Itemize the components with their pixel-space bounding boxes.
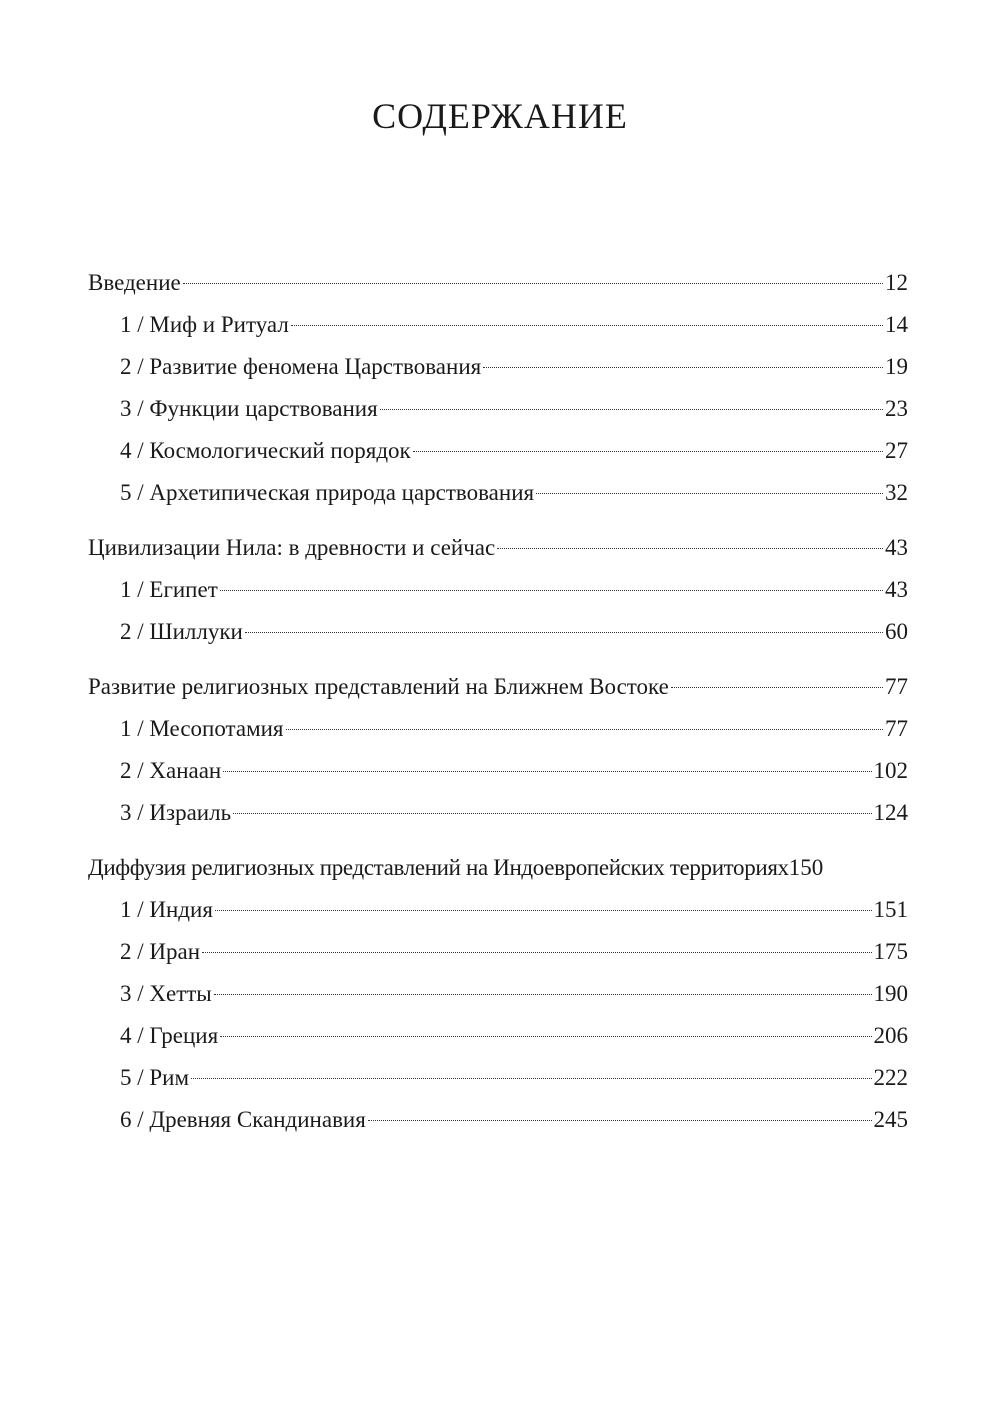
toc-section-introduction <box>88 262 908 514</box>
toc-page-number: 27 <box>885 438 908 463</box>
toc-item-label: 1 / Месопотамия <box>120 716 284 741</box>
toc-page-number: 175 <box>873 939 908 964</box>
dot-leader <box>536 492 883 494</box>
toc-item[interactable] <box>88 792 908 834</box>
dot-leader <box>191 1077 871 1079</box>
dot-leader <box>380 408 883 410</box>
toc-item[interactable] <box>88 1057 908 1099</box>
toc-item[interactable] <box>88 1015 908 1057</box>
dot-leader <box>483 366 883 368</box>
toc-page-number: 190 <box>873 981 908 1006</box>
toc-heading-label: Диффузия религиозных представлений на Индоевропейских территориях <box>88 855 789 880</box>
dot-leader <box>245 631 883 633</box>
toc-item-label: 3 / Хетты <box>120 981 212 1006</box>
dot-leader <box>233 812 871 814</box>
toc-heading[interactable] <box>88 847 908 889</box>
toc-item[interactable] <box>88 304 908 346</box>
toc-heading-label: Введение <box>88 270 181 295</box>
dot-leader <box>215 909 872 911</box>
toc-page-number: 43 <box>885 535 908 560</box>
toc-page-number: 19 <box>885 354 908 379</box>
toc-heading[interactable] <box>88 262 908 304</box>
toc-item-label: 4 / Космологический порядок <box>120 438 411 463</box>
toc-section-nile <box>88 527 908 653</box>
toc-page-number: 77 <box>885 716 908 741</box>
dot-leader <box>223 770 871 772</box>
toc-page-number: 77 <box>885 674 908 699</box>
dot-leader <box>202 951 871 953</box>
toc-item-label: 2 / Развитие феномена Царствования <box>120 354 482 379</box>
toc-page-number: 60 <box>885 619 908 644</box>
toc-page-number: 32 <box>885 480 908 505</box>
dot-leader <box>286 728 883 730</box>
toc-item-label: 1 / Миф и Ритуал <box>120 312 289 337</box>
toc-page-number: 151 <box>873 897 908 922</box>
toc-item-label: 4 / Греция <box>120 1023 219 1048</box>
dot-leader <box>368 1119 872 1121</box>
toc-page-number: 12 <box>885 270 908 295</box>
toc-item-label: 2 / Иран <box>120 939 201 964</box>
toc-item[interactable] <box>88 388 908 430</box>
toc-section-near-east <box>88 666 908 834</box>
toc-heading-label: Развитие религиозных представлений на Ближнем Востоке <box>88 674 669 699</box>
page-title: СОДЕРЖАНИЕ <box>372 96 628 136</box>
toc-item[interactable] <box>88 430 908 472</box>
toc-item[interactable] <box>88 750 908 792</box>
dot-leader <box>220 589 883 591</box>
toc-item[interactable] <box>88 1099 908 1141</box>
toc-item-label: 5 / Рим <box>120 1065 190 1090</box>
toc-item-label: 1 / Индия <box>120 897 213 922</box>
toc-page-number: 14 <box>885 312 908 337</box>
toc-item-label: 1 / Египет <box>120 577 218 602</box>
toc-item[interactable] <box>88 611 908 653</box>
toc-page-number: 150 <box>788 855 824 880</box>
toc-item-label: 6 / Древняя Скандинавия <box>120 1107 366 1132</box>
toc-page-number: 102 <box>873 758 908 783</box>
dot-leader <box>214 993 872 995</box>
toc-item-label: 2 / Ханаан <box>120 758 222 783</box>
table-of-contents <box>88 262 908 1154</box>
toc-item[interactable] <box>88 889 908 931</box>
dot-leader <box>497 547 883 549</box>
dot-leader <box>183 282 883 284</box>
toc-item[interactable] <box>88 708 908 750</box>
toc-item-label: 2 / Шиллуки <box>120 619 243 644</box>
toc-heading[interactable] <box>88 527 908 569</box>
toc-item[interactable] <box>88 472 908 514</box>
dot-leader <box>671 686 883 688</box>
toc-item-label: 5 / Архетипическая природа царствования <box>120 480 535 505</box>
toc-section-indo-european <box>88 847 908 1141</box>
toc-page-number: 222 <box>873 1065 908 1090</box>
toc-item[interactable] <box>88 973 908 1015</box>
dot-leader <box>291 324 883 326</box>
toc-page-number: 245 <box>873 1107 908 1132</box>
toc-item-label: 3 / Функции царствования <box>120 396 378 421</box>
toc-page-number: 23 <box>885 396 908 421</box>
dot-leader <box>413 450 883 452</box>
toc-item[interactable] <box>88 346 908 388</box>
toc-page-number: 43 <box>885 577 908 602</box>
toc-page-number: 124 <box>873 800 908 825</box>
toc-item[interactable] <box>88 569 908 611</box>
toc-item[interactable] <box>88 931 908 973</box>
toc-heading-label: Цивилизации Нила: в древности и сейчас <box>88 535 496 560</box>
dot-leader <box>220 1035 871 1037</box>
toc-heading[interactable] <box>88 666 908 708</box>
toc-page-number: 206 <box>873 1023 908 1048</box>
toc-item-label: 3 / Израиль <box>120 800 232 825</box>
